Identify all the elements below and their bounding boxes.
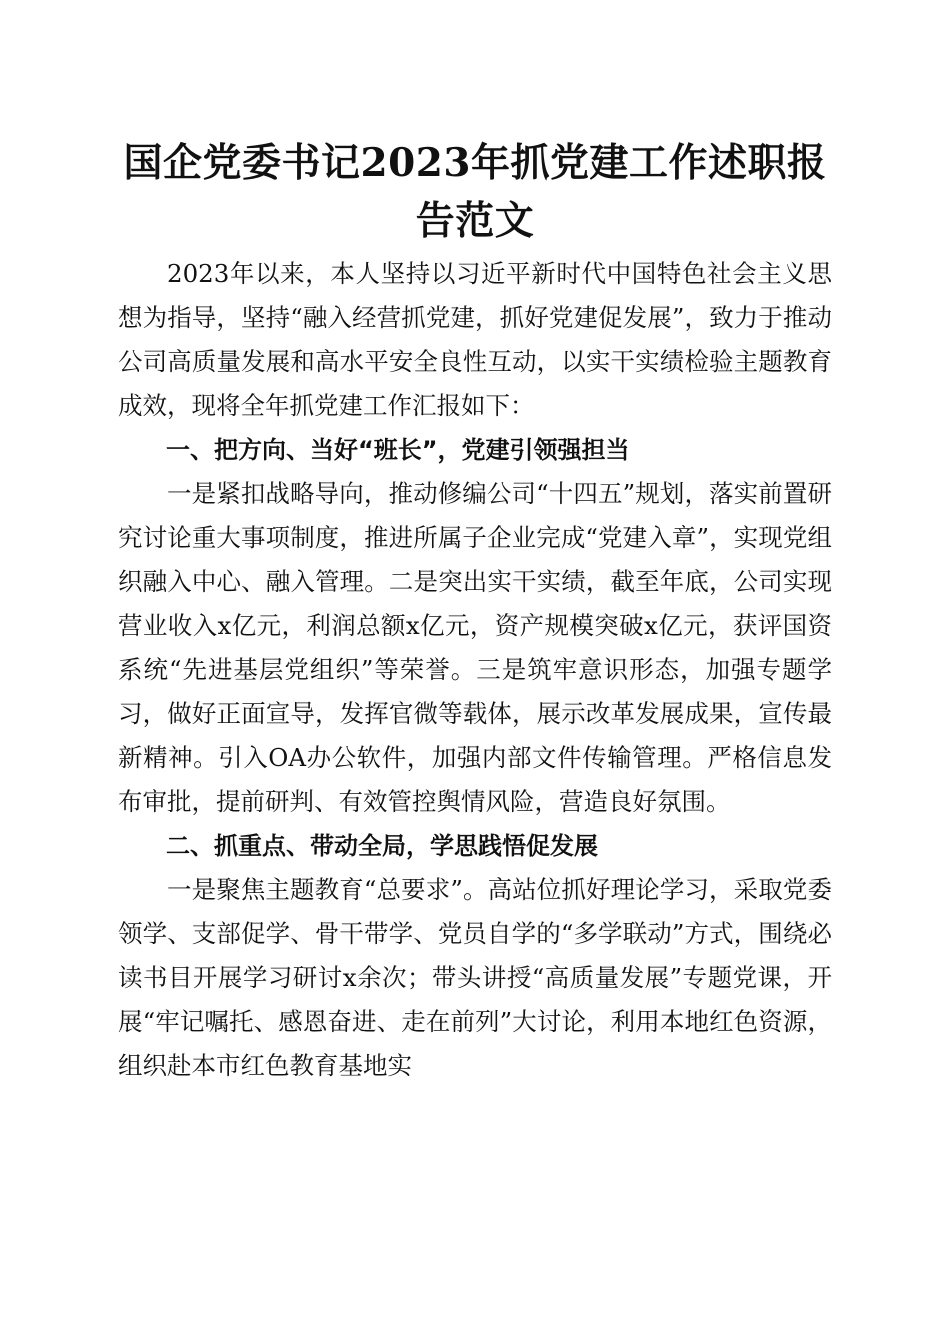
document-body [118,252,832,1088]
section-paragraph-1: 一是紧扣战略导向，推动修编公司“十四五”规划，落实前置研究讨论重大事项制度，推进所属子企业完成“党建入章”，实现党组织融入中心、融入管理。二是突出实干实绩，截至年底，公司实现营业收入x亿元，利润总额x亿元，资产规模突破x亿元，获评国资系统“先进基层党组织”等荣誉。三是筑牢意识形态，加强专题学习，做好正面宣导，发挥官微等载体，展示改革发展成果，宣传最新精神。引入OA办公软件，加强内部文件传输管理。严格信息发布审批，提前研判、有效管控舆情风险，营造良好氛围。 [118,479,832,816]
section-paragraph-2: 一是聚焦主题教育“总要求”。高站位抓好理论学习，采取党委领学、支部促学、骨干带学、党员自学的“多学联动”方式，围绕必读书目开展学习研讨x余次；带头讲授“高质量发展”专题党课，开展“牢记嘱托、感恩奋进、走在前列”大讨论，利用本地红色资源，组织赴本市红色教育基地实 [118,875,832,1080]
intro-paragraph: 2023年以来，本人坚持以习近平新时代中国特色社会主义思想为指导，坚持“融入经营抓党建，抓好党建促发展”，致力于推动公司高质量发展和高水平安全良性互动，以实干实绩检验主题教育成效，现将全年抓党建工作汇报如下： [118,259,832,420]
document-title: 国企党委书记2023年抓党建工作述职报告范文 [123,140,827,244]
section-heading-2: 二、抓重点、带动全局，学思践悟促发展 [166,832,598,860]
section-heading-1: 一、把方向、当好“班长”，党建引领强担当 [166,436,630,464]
